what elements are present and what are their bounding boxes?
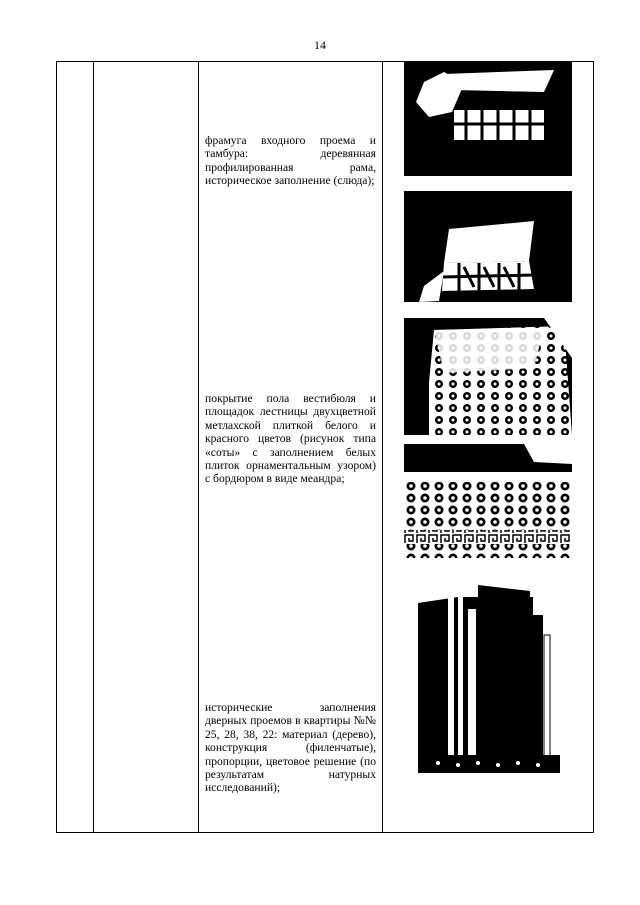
column-divider [198,62,199,832]
row-description: фрамуга входного проема и тамбура: деревянная профилированная рама, историческое заполнение (слюда); [205,134,376,188]
column-divider [93,62,94,832]
row-description: покрытие пола вестибюля и площадок лестницы двухцветной метлахской плиткой белого и красного цветов (рисунок типа «соты» с заполнением белых плиток орнаментальным узором) с бордюром в виде меандра; [205,392,376,486]
floor-tile-photo [404,444,572,558]
column-divider [382,62,383,832]
apartment-door-photo [418,575,560,773]
floor-tile-photo [404,318,572,435]
transom-photo [404,62,572,176]
page-number: 14 [314,38,326,52]
row-description: исторические заполнения дверных проемов в квартиры №№ 25, 28, 38, 22: материал (дерево), конструкция (филенчатые), пропорции, цветовое решение (по результатам натурных исследований); [205,701,376,795]
transom-photo [404,191,572,302]
